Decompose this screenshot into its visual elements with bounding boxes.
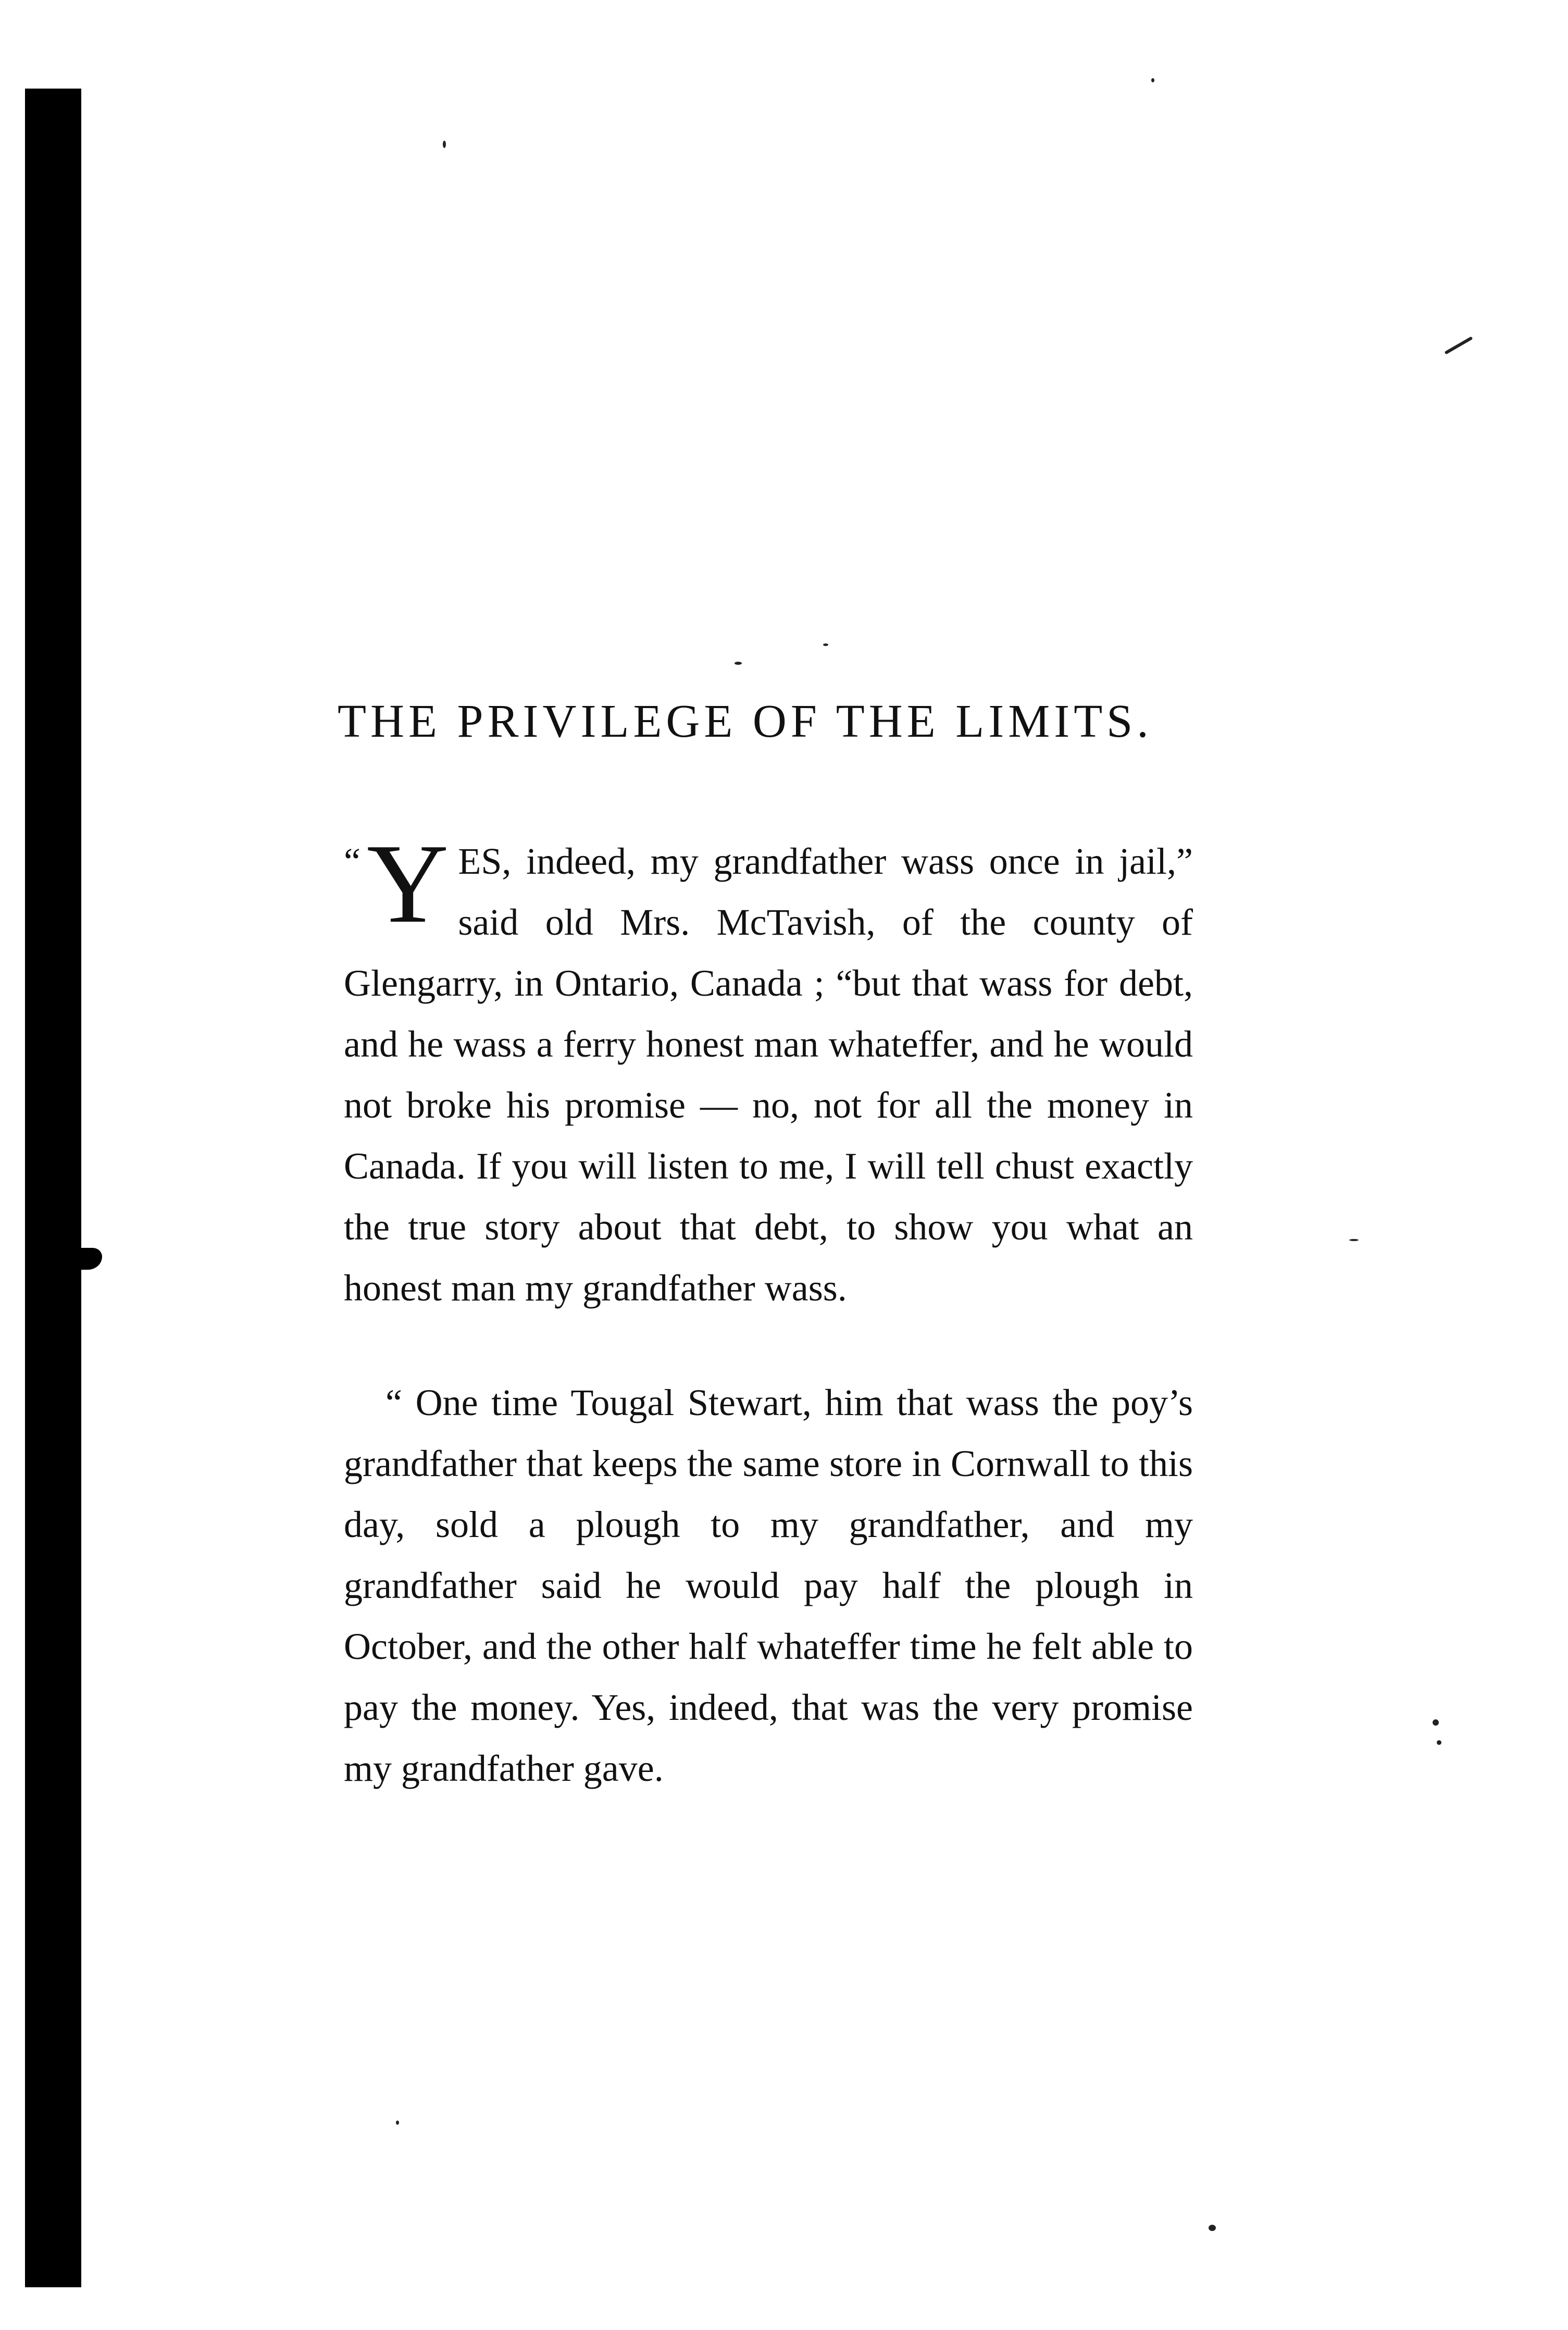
drop-cap: Y [366, 821, 449, 947]
ink-speck [1445, 336, 1473, 354]
ink-speck [1437, 1740, 1441, 1745]
page-binding-edge [25, 89, 81, 2287]
opening-quote-mark: “ [344, 840, 360, 882]
ink-speck [1349, 1239, 1359, 1241]
ink-speck [823, 643, 828, 646]
ink-speck [443, 141, 446, 148]
ink-speck [1209, 2225, 1216, 2231]
ink-speck [396, 2121, 399, 2125]
ink-speck [1151, 78, 1154, 82]
binding-mark [78, 1248, 102, 1270]
body-paragraph: “ One time Tougal Stewart, him that wass the poy’s grandfather that keeps the same store in Cornwall to this day, sold a plough to my grandfather, and my grandfather said he would pay half the plough in October, and the other half whateffer time he felt able to pay the money. Yes, indeed, that was the very promise my grandfather gave. [344, 1382, 1193, 1789]
ink-speck [735, 662, 742, 665]
chapter-title: THE PRIVILEGE OF THE LIMITS. [338, 696, 1153, 747]
opening-paragraph [344, 821, 1193, 1319]
opening-text: ES, indeed, my grandfather wass once in jail,” said old Mrs. McTavish, of the county of Glengarry, in Ontario, Canada ; “but that wass for debt, and he wass a ferry honest man whateffer, and he would not broke his promise — no, not for all the money in Canada. If you will listen to me, I will tell chust exactly the true story about that debt, to show you what an honest man my grandfather wass. [344, 840, 1193, 1309]
ink-speck [1433, 1719, 1439, 1726]
